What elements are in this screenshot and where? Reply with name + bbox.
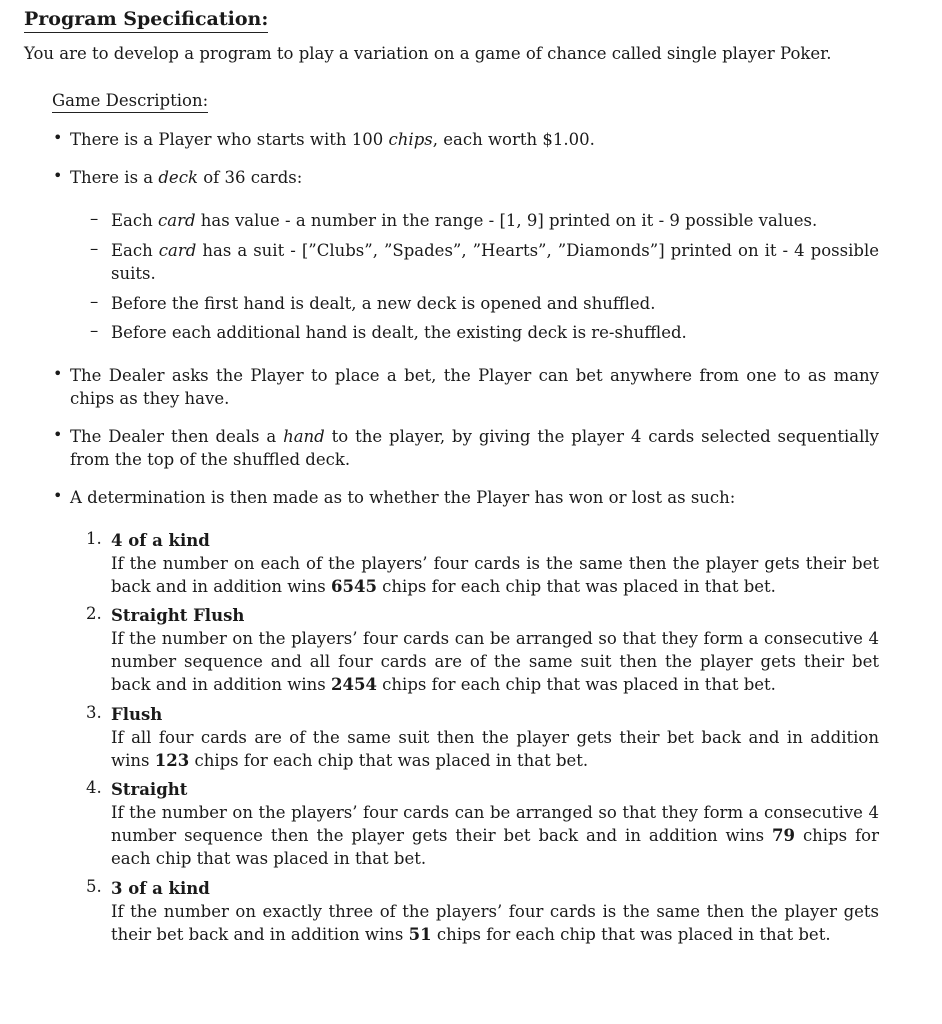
- payout-value: 79: [772, 826, 795, 845]
- dash-marker: –: [90, 321, 99, 340]
- bullet-marker: •: [53, 128, 63, 147]
- bullet-marker: •: [53, 166, 63, 185]
- document-page: Program Specification: You are to develop a program to play a variation on a game of chance called single player Poker. Game Description: • There is a Player who starts with 100 chips, each worth $1.00. • There is a deck of 36 cards: – Each card has value - a number in the range - [1, 9] printed on it - 9 possible values. – Each card has a suit - [”Clubs”, ”Spades”, ”Hearts”, ”Diamonds”] printed on it - 4 possible suits. – Before the first hand is dealt, a new deck is opened and shuffled. – Before each additional hand is dealt, the existing deck is re-shuffled. • The Dealer asks the Player to place a bet, the Player can bet anywhere from one to as many chips as they have. • The Dealer then deals a hand to the player, by giving the player 4 cards selected sequentially from the top of the shuffled deck. • A determination is then made as to whether the Player has won or lost as such: 1. 4 of a kind If the number on each of the players’ four cards is the same then the player gets their bet back and in addition wins 6545 chips for each chip that was placed in that bet. 2. Straight Flush If the number on the players’ four cards can be arranged so that they form a consecutive 4 number sequence and all four cards are of the same suit then the player gets their bet back and in addition wins 2454 chips for each chip that was placed in that bet. 3. Flush If all four cards are of the same suit then the player gets their bet back and in addition wins 123 chips for each chip that was placed in that bet. 4. Straight If the number on the players’ four cards can be arranged so that they form a consecutive 4 number sequence then the player gets their bet back and in addition wins 79 chips for each chip that was placed in that bet. 5. 3 of a kind If the number on exactly three of the players’ four cards is the same then the player gets their bet back and in addition wins 51 chips for each chip that was placed in that bet.: [24, 8, 879, 944]
- hand-name: Straight Flush: [111, 606, 245, 625]
- hand-description: If the number on the players’ four cards can be arranged so that they form a consecutive 4 number sequence then the player gets their bet back and in addition wins 79 chips for each chip that was placed in that bet.: [111, 803, 879, 868]
- bullet-marker: •: [53, 364, 63, 383]
- payout-value: 123: [154, 751, 190, 770]
- hand-description: If the number on each of the players’ four cards is the same then the player gets their bet back and in addition wins 6545 chips for each chip that was placed in that bet.: [111, 554, 879, 596]
- bullet-marker: •: [53, 486, 63, 505]
- list-number: 4.: [86, 778, 102, 797]
- bullet-marker: •: [53, 425, 63, 444]
- hand-name: Straight: [111, 780, 188, 799]
- list-number: 2.: [86, 604, 102, 623]
- list-number: 1.: [86, 529, 102, 548]
- list-number: 5.: [86, 877, 102, 896]
- hand-description: If the number on exactly three of the players’ four cards is the same then the player gets their bet back and in addition wins 51 chips for each chip that was placed in that bet.: [111, 902, 879, 944]
- hand-name: 3 of a kind: [111, 879, 210, 898]
- payout-value: 6545: [331, 577, 377, 596]
- payout-value: 51: [408, 925, 432, 944]
- hand-description: If all four cards are of the same suit then the player gets their bet back and in addition wins 123 chips for each chip that was placed in that bet.: [111, 728, 879, 770]
- page-title: Program Specification:: [24, 8, 268, 33]
- section-heading: Game Description:: [52, 91, 208, 113]
- dash-marker: –: [90, 292, 99, 311]
- hand-name: Flush: [111, 705, 163, 724]
- intro-paragraph: You are to develop a program to play a variation on a game of chance called single player Poker.: [24, 44, 832, 63]
- dash-marker: –: [90, 239, 99, 258]
- payout-value: 2454: [331, 675, 377, 694]
- dash-marker: –: [90, 209, 99, 228]
- list-number: 3.: [86, 703, 102, 722]
- hand-name: 4 of a kind: [111, 531, 210, 550]
- hand-description: If the number on the players’ four cards can be arranged so that they form a consecutive 4 number sequence and all four cards are of the same suit then the player gets their bet back and in addition wins 2454 chips for each chip that was placed in that bet.: [111, 629, 879, 694]
